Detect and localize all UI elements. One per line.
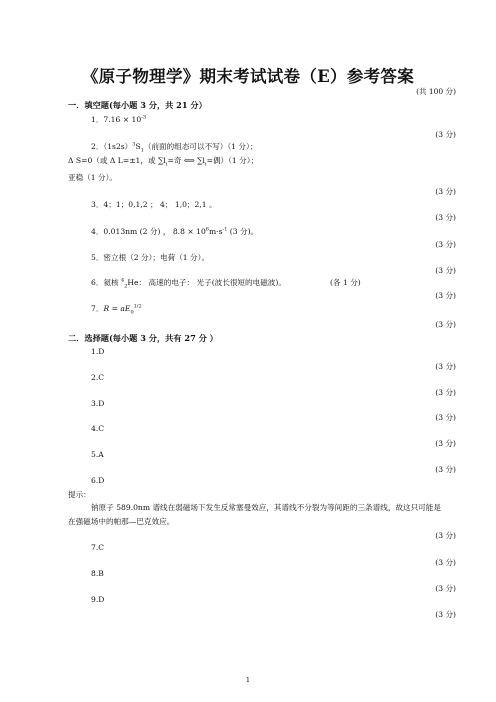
score-label: (3 分) xyxy=(435,266,456,275)
choice-answer-1: 1.D xyxy=(91,347,105,356)
score-label: (3 分) xyxy=(435,187,456,196)
score-label: (3 分) xyxy=(435,610,456,619)
score-label: (3 分) xyxy=(435,465,456,474)
score-label: (3 分) xyxy=(435,291,456,300)
score-label: (3 分) xyxy=(435,388,456,397)
score-label: (3 分) xyxy=(435,213,456,222)
fill-q5-answer: 5．密立根（2 分）；电荷（1 分）。 xyxy=(91,253,210,262)
fill-q6-score: (各 1 分) xyxy=(330,278,361,287)
score-label: (3 分) xyxy=(435,320,456,329)
fill-q2-answer-a: 2．$(1s2s)^3S_1$（前面的组态可以不写）（1 分）； xyxy=(91,141,258,154)
choice-answer-3: 3.D xyxy=(91,399,105,408)
hint-label: 提示： xyxy=(68,490,91,499)
choice-answer-2: 2.C xyxy=(91,373,105,382)
choice-answer-5: 5.A xyxy=(91,450,104,459)
choice-answer-4: 4.C xyxy=(91,424,105,433)
score-label: (3 分) xyxy=(435,413,456,422)
fill-q6-answer: 6．氦核 $^4_2$He： 高速的电子： 光子(波长很短的电磁波)。 xyxy=(91,277,286,290)
score-label: (3 分) xyxy=(435,558,456,567)
fill-q4-answer: 4．0.013nm (2 分) ， $8.8 \times 10^6m\cdot s^{-1}$ (3 分)。 xyxy=(91,226,259,236)
score-label: (3 分) xyxy=(435,240,456,249)
score-label: (3 分) xyxy=(435,584,456,593)
score-label: (3 分) xyxy=(435,531,456,540)
total-score-note: (共 100 分) xyxy=(416,87,456,96)
hint-text: 钠原子 589.0nm 谱线在弱磁场下发生反常塞曼效应，其谱线不分裂为等间距的三条谱线，故这只可能是在强磁场中的帕那—巴克效应。 xyxy=(68,503,441,526)
choice-answer-7: 7.C xyxy=(91,543,105,552)
score-label: (3 分) xyxy=(435,130,456,139)
fill-section-heading: 一．填空题(每小题 3 分，共 21 分） xyxy=(68,100,207,110)
page-number: 1 xyxy=(245,676,251,684)
choice-answer-6: 6.D xyxy=(91,476,105,485)
choice-section-heading: 二．选择题(每小题 3 分，共有 27 分 ） xyxy=(68,333,218,343)
fill-q7-answer: 7．$R = aE_0^{1/2}$ xyxy=(91,303,142,316)
fill-q2-answer-b: Δ S=0（或 Δ L=±1，或 $\sum l_i=$奇 ⟺ $\sum l_i=$偶）（1 分）； xyxy=(68,156,259,168)
score-label: (3 分) xyxy=(435,439,456,448)
fill-q3-answer: 3．4；1；0,1,2 ； 4； 1,0；2,1 。 xyxy=(91,200,217,209)
score-label: (3 分) xyxy=(435,362,456,371)
choice-answer-9: 9.D xyxy=(91,595,105,604)
choice-answer-8: 8.B xyxy=(91,569,104,578)
fill-q1-answer: 1．$7.16 \times 10^{-3}$ xyxy=(91,114,147,124)
fill-q2-answer-c: 亚稳（1 分）。 xyxy=(68,173,118,182)
page-title: 《原子物理学》期末考试试卷（E）参考答案 xyxy=(81,67,415,86)
